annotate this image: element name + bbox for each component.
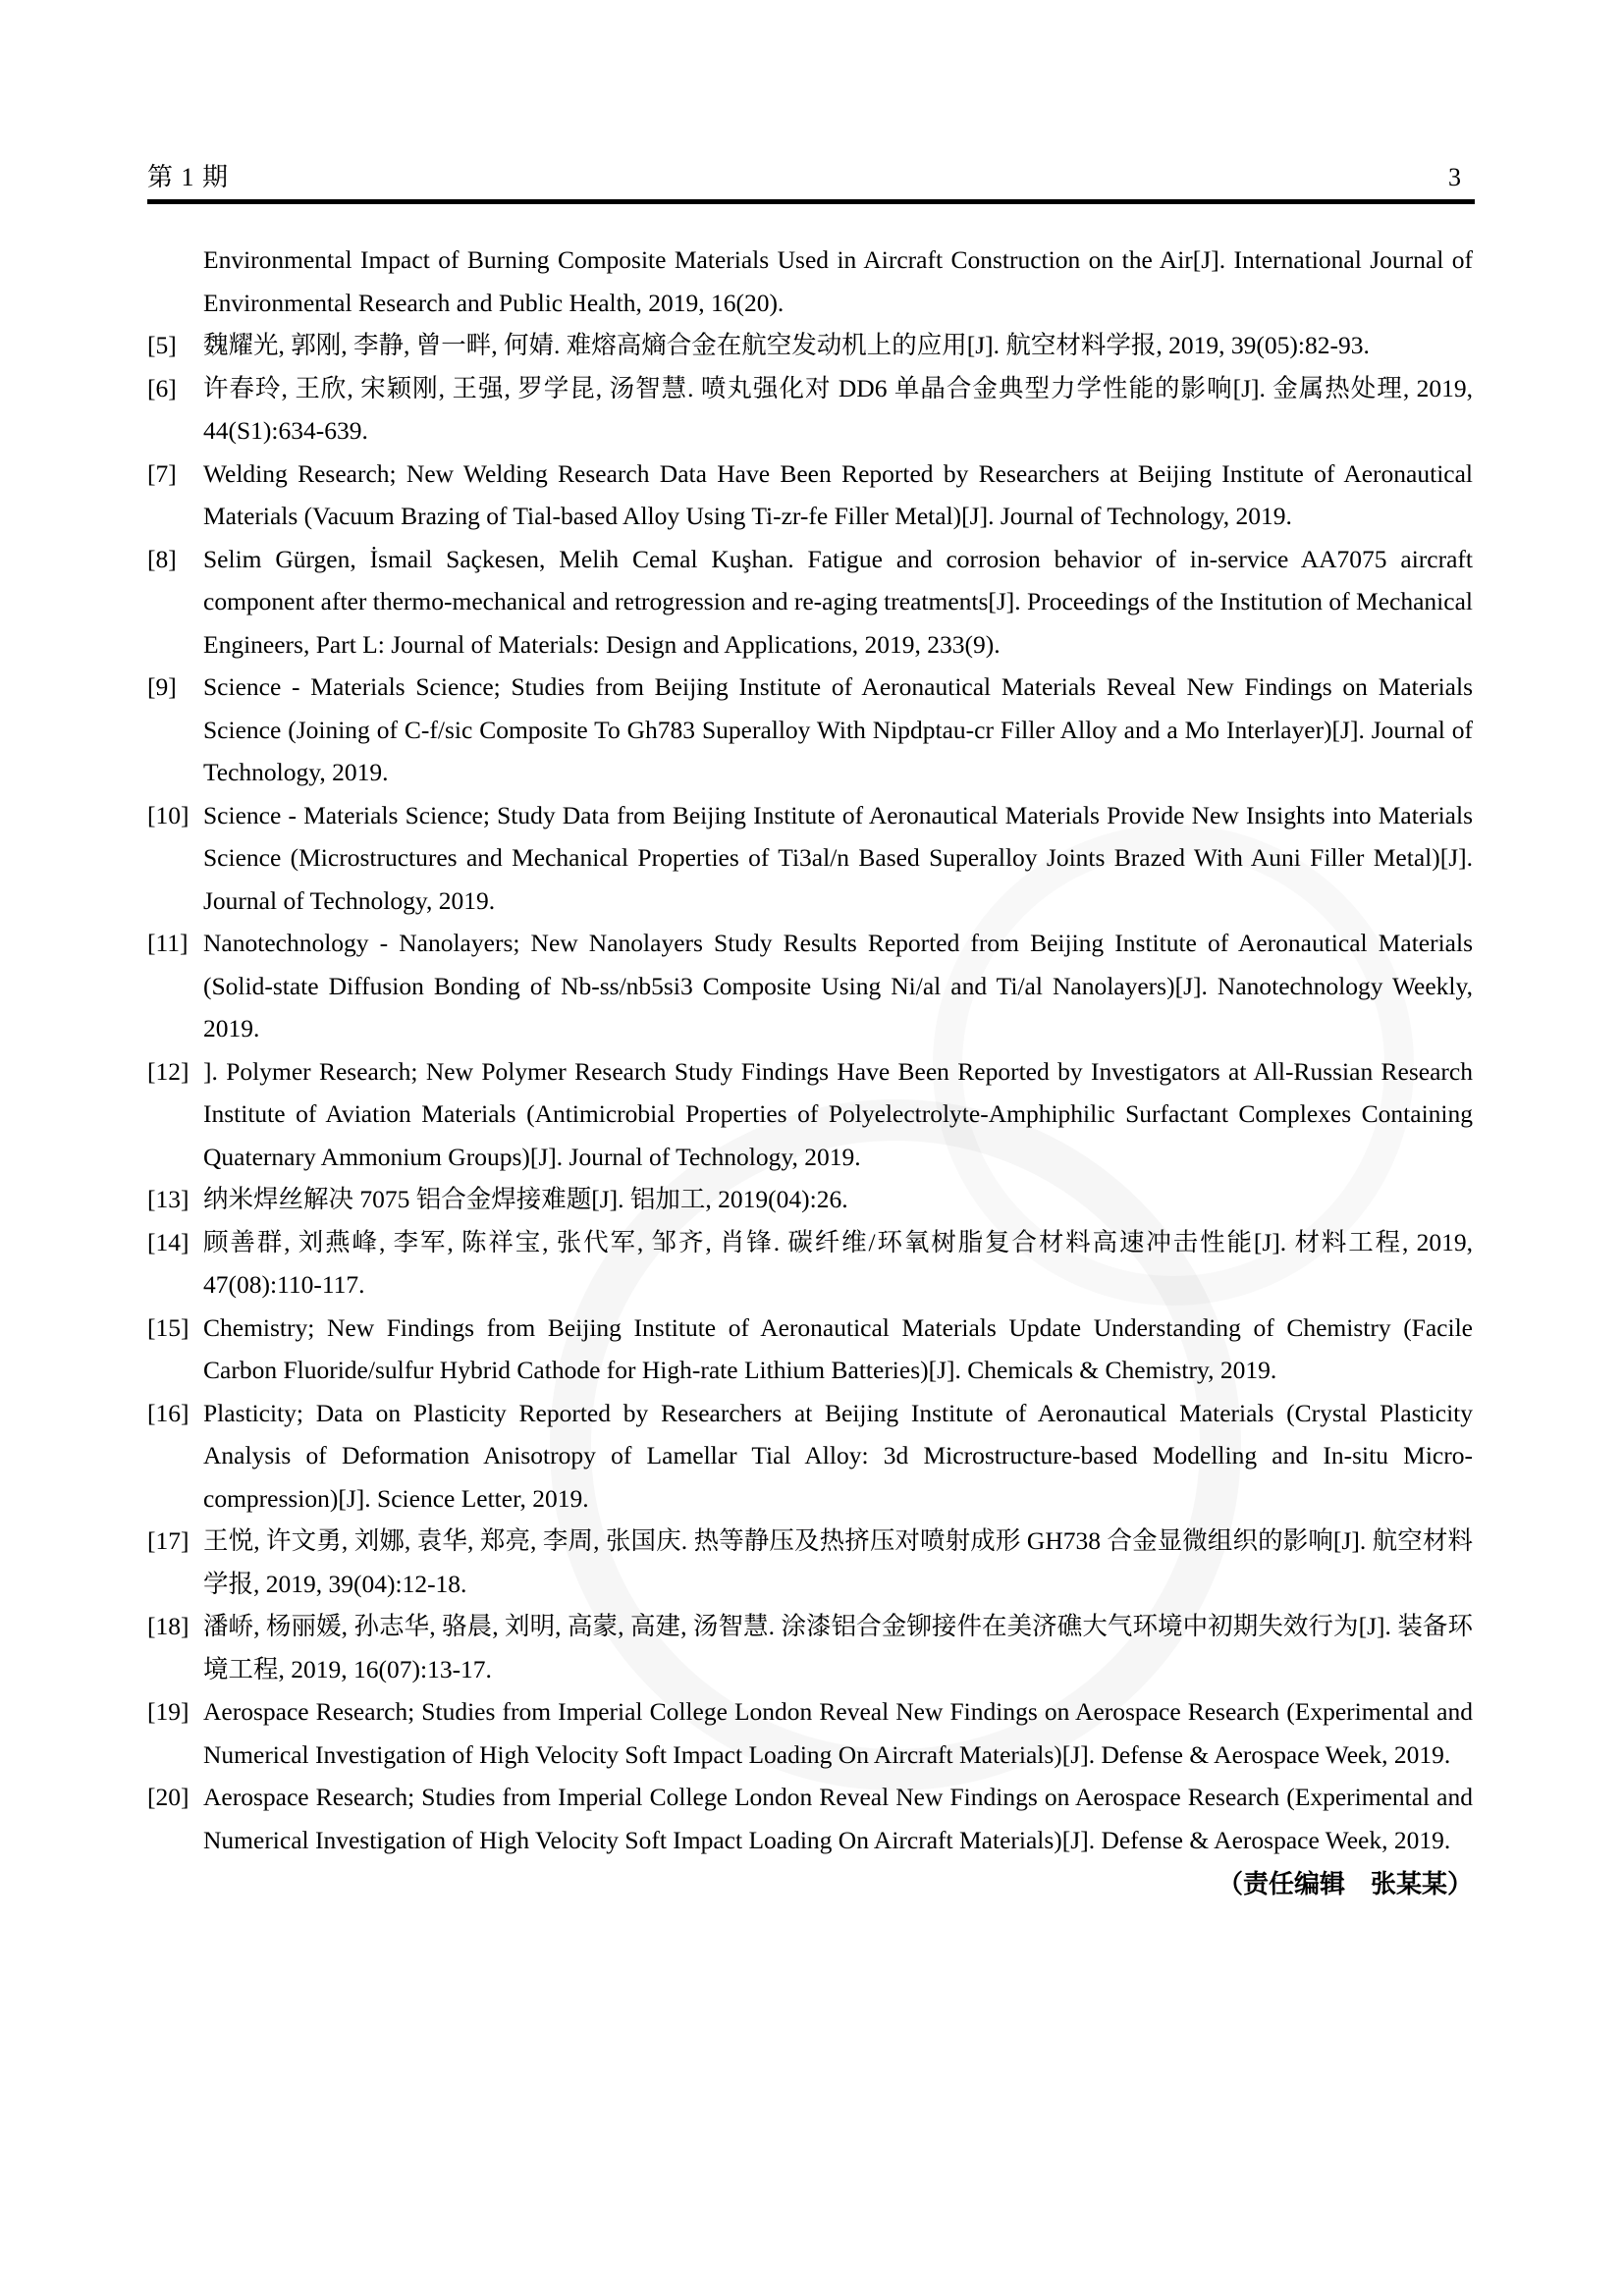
reference-text: Science - Materials Science; Studies from Beijing Institute of Aeronautical Materials Reveal New Findings on Materials Science (Joining of C-f/sic Composite To Gh783 Superalloy With Nipdptau-cr Filler Alloy and a Mo Interlayer)[J]. Journal of Technology, 2019. xyxy=(203,672,1473,786)
reference-label: [18] xyxy=(147,1612,189,1640)
reference-text: Nanotechnology - Nanolayers; New Nanolayers Study Results Reported from Beijing Institute of Aeronautical Materials (Solid-state Diffusion Bonding of Nb-ss/nb5si3 Composite Using Ni/al and Ti/al Nanolayers)[J]. Nanotechnology Weekly, 2019. xyxy=(203,929,1473,1042)
reference-label: [10] xyxy=(147,800,189,829)
reference-item xyxy=(147,1520,1473,1605)
reference-label: [20] xyxy=(147,1783,189,1811)
reference-item xyxy=(147,794,1473,923)
reference-label: [19] xyxy=(147,1697,189,1726)
reference-label: [7] xyxy=(147,458,177,488)
reference-item xyxy=(147,922,1473,1050)
reference-text: 魏耀光, 郭刚, 李静, 曾一畔, 何婧. 难熔高熵合金在航空发动机上的应用[J]. 航空材料学报, 2019, 39(05):82-93. xyxy=(203,331,1370,359)
reference-text: 许春玲, 王欣, 宋颖刚, 王强, 罗学昆, 汤智慧. 喷丸强化对 DD6 单晶合金典型力学性能的影响[J]. 金属热处理, 2019, 44(S1):634-639. xyxy=(203,373,1473,445)
reference-item xyxy=(147,367,1473,453)
reference-item xyxy=(147,1178,1473,1221)
reference-text: 纳米焊丝解决 7075 铝合金焊接难题[J]. 铝加工, 2019(04):26. xyxy=(203,1185,848,1213)
reference-label: [12] xyxy=(147,1056,189,1086)
reference-text: Welding Research; New Welding Research Data Have Been Reported by Researchers at Beijing Institute of Aeronautical Materials (Vacuum Brazing of Tial-based Alloy Using Ti-zr-fe Filler Metal)[J]. Journal of Technology, 2019. xyxy=(203,458,1473,530)
reference-text: 顾善群, 刘燕峰, 李军, 陈祥宝, 张代军, 邹齐, 肖锋. 碳纤维/环氧树脂复合材料高速冲击性能[J]. 材料工程, 2019, 47(08):110-117. xyxy=(203,1227,1473,1299)
reference-item xyxy=(147,1605,1473,1690)
reference-text: ]. Polymer Research; New Polymer Research Study Findings Have Been Reported by Investigators at All-Russian Research Institute of Aviation Materials (Antimicrobial Properties of Polyelectrolyte-Amphiphilic Surfactant Complexes Containing Quaternary Ammonium Groups)[J]. Journal of Technology, 2019. xyxy=(203,1056,1473,1171)
reference-text: Selim Gürgen, İsmail Saçkesen, Melih Cemal Kuşhan. Fatigue and corrosion behavior of in-service AA7075 aircraft component after thermo-mechanical and retrogression and re-aging treatments[J]. Proceedings of the Institution of Mechanical Engineers, Part L: Journal of Materials: Design and Applications, 2019, 233(9). xyxy=(203,544,1473,659)
reference-item xyxy=(147,1690,1473,1776)
reference-item xyxy=(147,1392,1473,1521)
reference-label: [8] xyxy=(147,544,177,573)
references-list xyxy=(147,239,1473,1861)
reference-text: Aerospace Research; Studies from Imperial College London Reveal New Findings on Aerospace Research (Experimental and Numerical Investigation of High Velocity Soft Impact Loading On Aircraft Materials)[J]. Defense & Aerospace Week, 2019. xyxy=(203,1697,1473,1769)
reference-text: Environmental Impact of Burning Composite Materials Used in Aircraft Construction on the Air[J]. International Journal of Environmental Research and Public Health, 2019, 16(20). xyxy=(203,245,1473,317)
reference-text: Science - Materials Science; Study Data from Beijing Institute of Aeronautical Materials Provide New Insights into Materials Science (Microstructures and Mechanical Properties of Ti3al/n Based Superalloy Joints Brazed With Auni Filler Metal)[J]. Journal of Technology, 2019. xyxy=(203,800,1473,915)
reference-label: [15] xyxy=(147,1312,189,1342)
reference-item xyxy=(147,1307,1473,1392)
reference-label: [11] xyxy=(147,929,189,957)
reference-label: [6] xyxy=(147,373,177,402)
reference-item xyxy=(147,324,1473,367)
reference-item xyxy=(147,453,1473,538)
reference-item xyxy=(147,538,1473,667)
references-section xyxy=(147,239,1473,1906)
reference-label: [9] xyxy=(147,672,177,701)
reference-text: Aerospace Research; Studies from Imperial College London Reveal New Findings on Aerospace Research (Experimental and Numerical Investigation of High Velocity Soft Impact Loading On Aircraft Materials)[J]. Defense & Aerospace Week, 2019. xyxy=(203,1783,1473,1854)
reference-item xyxy=(147,1776,1473,1861)
editor-note: （责任编辑 张某某） xyxy=(1217,1870,1473,1898)
reference-item xyxy=(147,666,1473,794)
reference-label: [16] xyxy=(147,1398,189,1427)
reference-item xyxy=(147,1050,1473,1179)
page-header xyxy=(147,163,1475,204)
page-number: 3 xyxy=(1448,163,1461,191)
reference-label: [17] xyxy=(147,1526,189,1555)
reference-label: [13] xyxy=(147,1185,189,1213)
issue-label: 第 1 期 xyxy=(147,163,230,191)
reference-label: [5] xyxy=(147,331,177,359)
reference-text: 王悦, 许文勇, 刘娜, 袁华, 郑亮, 李周, 张国庆. 热等静压及热挤压对喷射成形 GH738 合金显微组织的影响[J]. 航空材料学报, 2019, 39(04):12-18. xyxy=(203,1526,1473,1598)
reference-text: 潘峤, 杨丽媛, 孙志华, 骆晨, 刘明, 高蒙, 高建, 汤智慧. 涂漆铝合金铆接件在美济礁大气环境中初期失效行为[J]. 装备环境工程, 2019, 16(07):13-17. xyxy=(203,1612,1473,1683)
reference-item xyxy=(147,239,1473,324)
reference-text: Plasticity; Data on Plasticity Reported by Researchers at Beijing Institute of Aeronautical Materials (Crystal Plasticity Analysis of Deformation Anisotropy of Lamellar Tial Alloy: 3d Microstructure-based Modelling and In-situ Micro-compression)[J]. Science Letter, 2019. xyxy=(203,1398,1473,1513)
reference-label: [14] xyxy=(147,1227,189,1256)
reference-text: Chemistry; New Findings from Beijing Institute of Aeronautical Materials Update Understanding of Chemistry (Facile Carbon Fluoride/sulfur Hybrid Cathode for High-rate Lithium Batteries)[J]. Chemicals & Chemistry, 2019. xyxy=(203,1312,1473,1384)
reference-item xyxy=(147,1221,1473,1307)
